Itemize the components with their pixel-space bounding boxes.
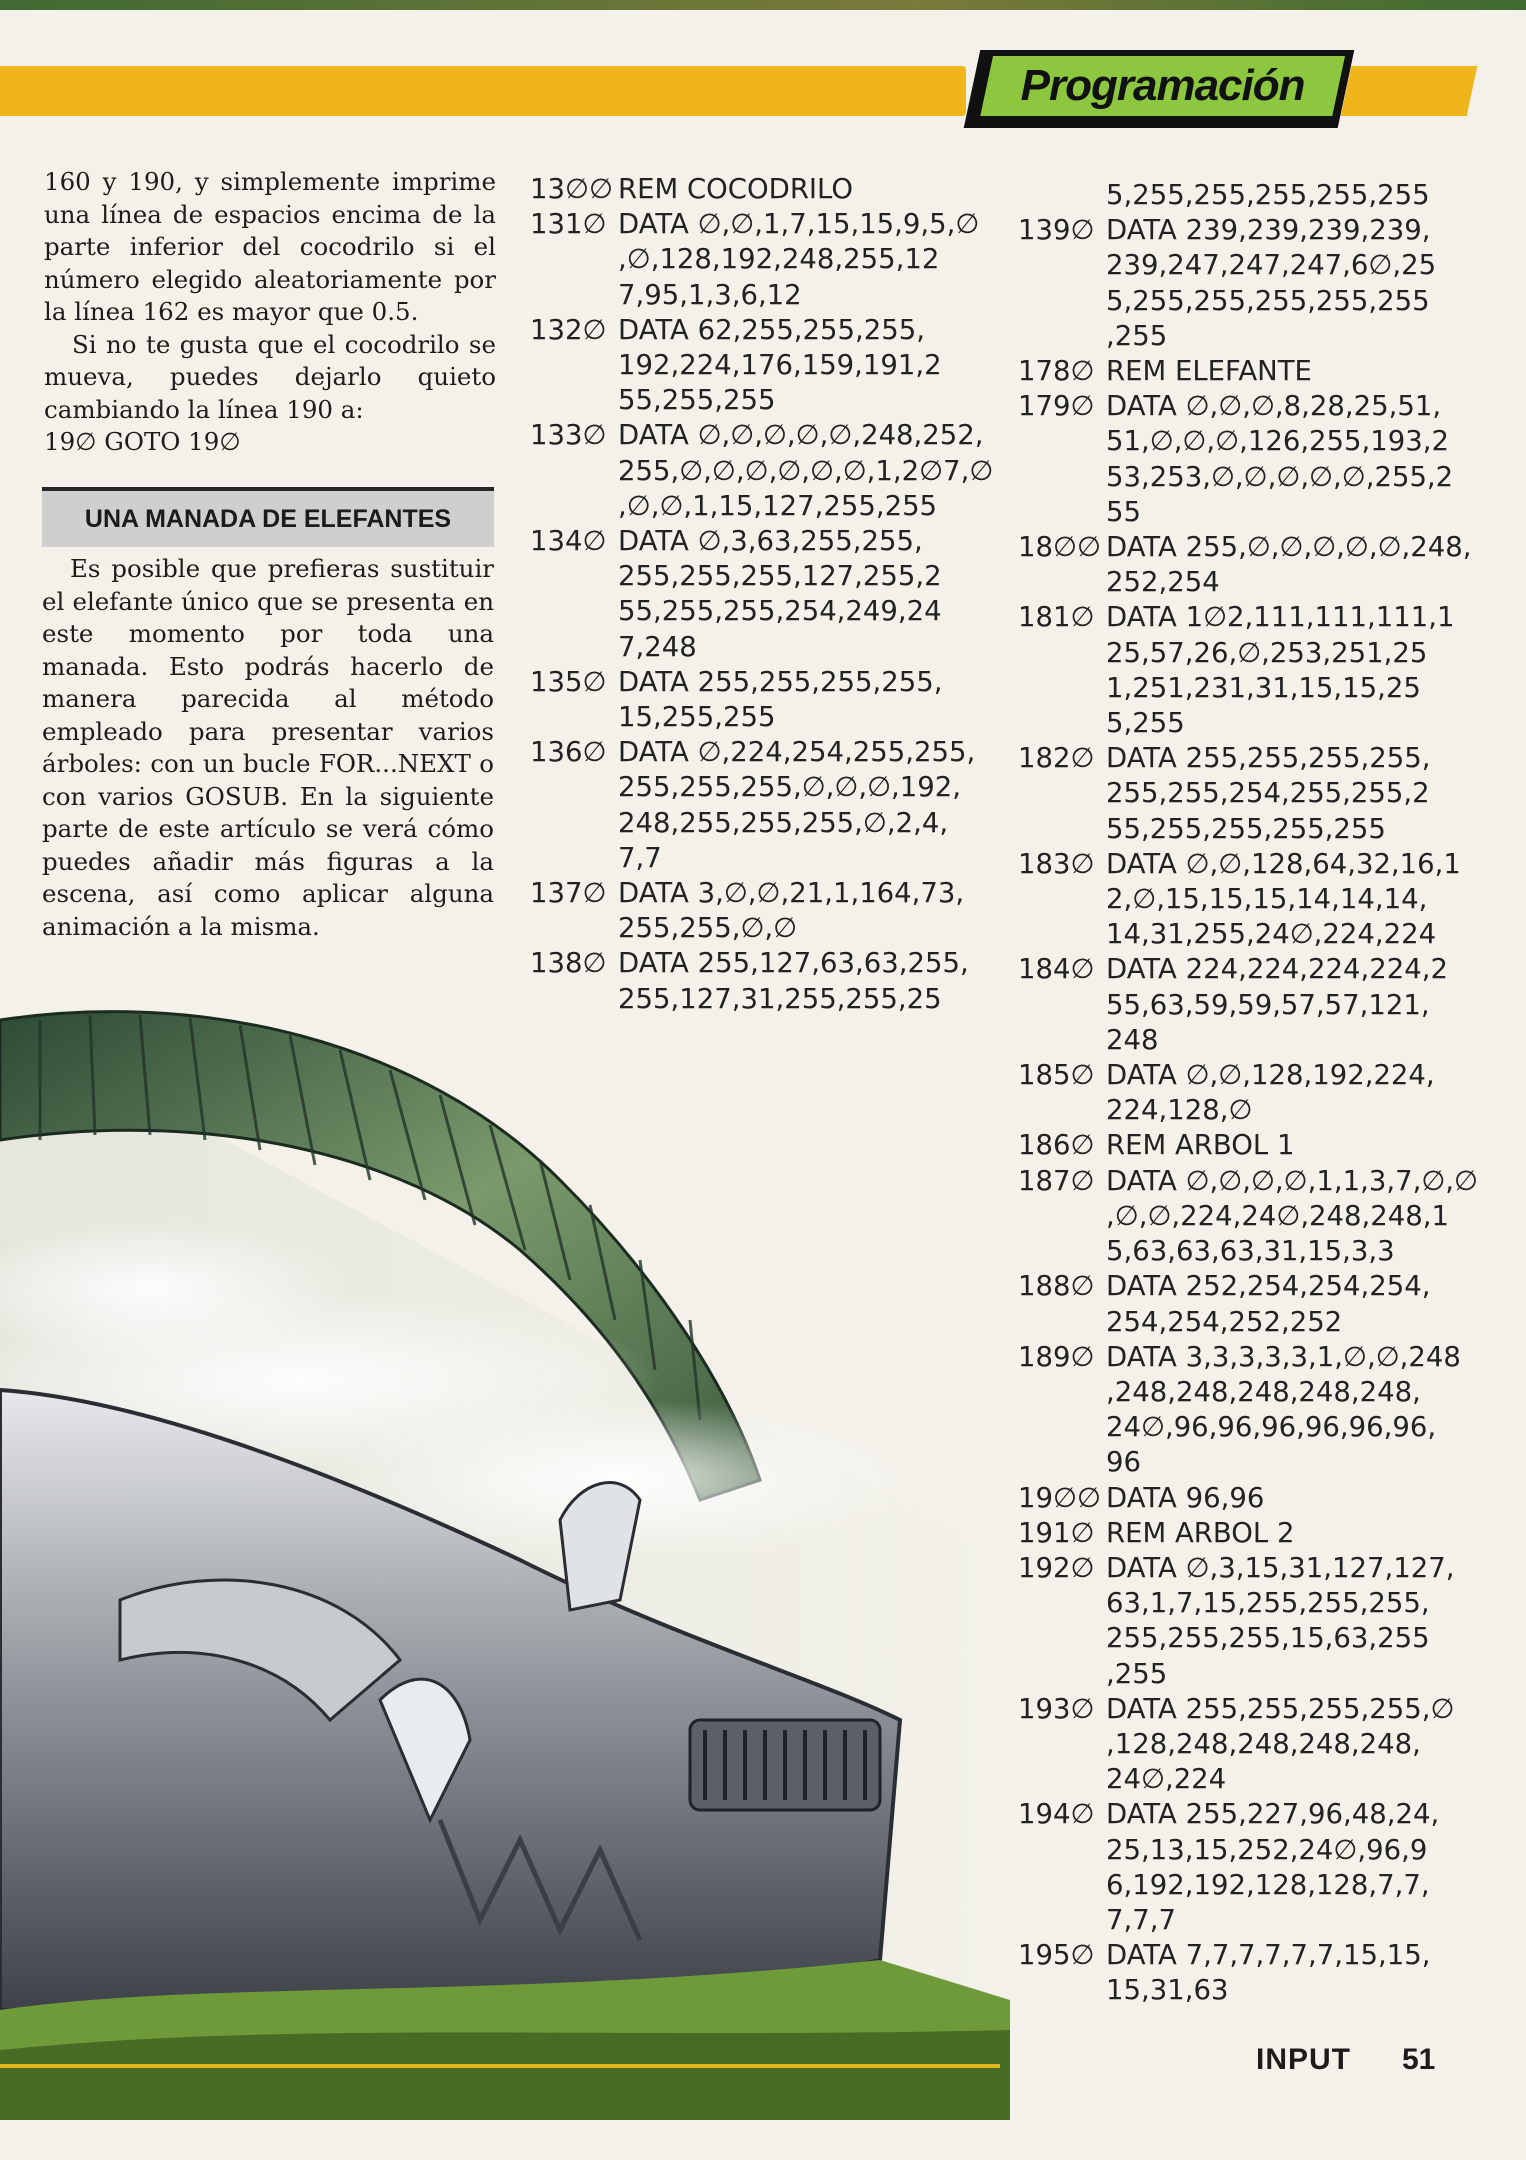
code-line [1018, 389, 1478, 424]
code-statement: 55,255,255,255,255 [1106, 812, 1386, 845]
code-line [1018, 1762, 1478, 1797]
line-number [530, 630, 618, 665]
code-line [1018, 530, 1478, 565]
line-number [530, 348, 618, 383]
line-number [1018, 1199, 1106, 1234]
line-number: 133∅ [530, 419, 607, 452]
code-line [1018, 741, 1478, 776]
code-statement: 255,255,255,∅,∅,∅,192, [618, 771, 962, 804]
code-line [530, 841, 993, 876]
code-line [1018, 1445, 1478, 1480]
header-stripe-right [1341, 66, 1478, 116]
line-number [1018, 1375, 1106, 1410]
line-number [530, 841, 618, 876]
line-number: 178∅ [1018, 355, 1095, 388]
code-statement: DATA ∅,∅,∅,∅,∅,248,252, [618, 419, 984, 452]
code-statement: 15,31,63 [1106, 1974, 1229, 2007]
line-number [530, 278, 618, 313]
code-statement: 55,63,59,59,57,57,121, [1106, 988, 1430, 1021]
code-statement: DATA 252,254,254,254, [1106, 1270, 1431, 1303]
code-statement: DATA 255,255,255,255, [1106, 742, 1431, 775]
code-statement: ,255 [1106, 1657, 1168, 1690]
code-statement: 239,247,247,247,6∅,25 [1106, 249, 1437, 282]
code-statement: 248,255,255,255,∅,2,4, [618, 806, 949, 839]
code-statement: DATA 239,239,239,239, [1106, 214, 1431, 247]
code-statement: 5,255,255,255,255,255 [1106, 179, 1430, 211]
code-statement: 15,255,255 [618, 701, 776, 734]
code-line [1018, 1199, 1478, 1234]
code-line [530, 735, 993, 770]
page-number: 51 [1402, 2043, 1436, 2076]
code-statement: DATA 255,255,255,255,∅ [1106, 1692, 1455, 1725]
line-number: 136∅ [530, 736, 607, 769]
code-line [530, 172, 993, 207]
line-number: 139∅ [1018, 214, 1095, 247]
code-statement: 7,248 [618, 630, 697, 663]
code-statement: 6,192,192,128,128,7,7, [1106, 1868, 1430, 1901]
code-statement: 96 [1106, 1446, 1141, 1479]
code-line [530, 383, 993, 418]
code-statement: 255,127,31,255,255,25 [618, 982, 942, 1015]
header-stripe-left [0, 66, 966, 116]
line-number: 183∅ [1018, 847, 1095, 880]
code-statement: 55,255,255 [618, 384, 776, 417]
code-line [1018, 1903, 1478, 1938]
line-number [1018, 917, 1106, 952]
code-statement: 255,255,255,15,63,255 [1106, 1622, 1430, 1655]
line-number: 135∅ [530, 665, 607, 698]
code-statement: 14,31,255,24∅,224,224 [1106, 918, 1437, 951]
line-number [1018, 424, 1106, 459]
page-top-edge [0, 0, 1526, 10]
code-statement: 192,224,176,159,191,2 [618, 349, 942, 382]
code-line [530, 207, 993, 242]
code-listing-column-1 [530, 172, 993, 1017]
code-line [530, 559, 993, 594]
code-line [1018, 671, 1478, 706]
code-line [1018, 917, 1478, 952]
line-number [530, 806, 618, 841]
code-statement: REM COCODRILO [618, 173, 854, 205]
line-number [1018, 1093, 1106, 1128]
code-statement: 55,255,255,254,249,24 [618, 595, 942, 628]
line-number [1018, 1833, 1106, 1868]
code-listing-column-2 [1018, 178, 1478, 2009]
line-number [1018, 1657, 1106, 1692]
code-statement: DATA 255,127,63,63,255, [618, 947, 969, 980]
paragraph-2: Si no te gusta que el cocodrilo se mueva, puedes dejarlo quieto cambiando la línea 190 a: [44, 329, 496, 424]
code-statement: DATA ∅,∅,1,7,15,15,9,5,∅ [618, 208, 980, 241]
line-number: 186∅ [1018, 1129, 1095, 1162]
herd-text [42, 553, 494, 943]
code-line [1018, 284, 1478, 319]
code-statement: ,∅,∅,1,15,127,255,255 [618, 489, 938, 522]
code-statement: ,128,248,248,248,248, [1106, 1727, 1421, 1760]
code-line [1018, 600, 1478, 635]
line-number [1018, 1727, 1106, 1762]
line-number [1018, 1621, 1106, 1656]
footer-brand: INPUT [1256, 2043, 1351, 2076]
code-statement: DATA ∅,∅,∅,8,28,25,51, [1106, 390, 1442, 423]
code-line [1018, 565, 1478, 600]
code-line [530, 489, 993, 524]
line-number: 193∅ [1018, 1692, 1095, 1725]
code-statement: 25,13,15,252,24∅,96,9 [1106, 1833, 1428, 1866]
code-statement: DATA ∅,3,15,31,127,127, [1106, 1551, 1455, 1584]
line-number [1018, 671, 1106, 706]
code-line [1018, 636, 1478, 671]
code-statement: 5,63,63,63,31,15,3,3 [1106, 1235, 1395, 1268]
crocodile-illustration [0, 960, 1010, 2120]
line-number: 192∅ [1018, 1551, 1095, 1584]
code-line [1018, 1410, 1478, 1445]
code-statement: DATA 255,255,255,255, [618, 665, 943, 698]
line-number [1018, 706, 1106, 741]
code-statement: 53,253,∅,∅,∅,∅,∅,255,2 [1106, 460, 1454, 493]
code-statement: 255,255,∅,∅ [618, 912, 798, 945]
line-number [530, 383, 618, 418]
code-statement: REM ARBOL 2 [1106, 1516, 1295, 1549]
line-number [1018, 636, 1106, 671]
code-line [1018, 1692, 1478, 1727]
code-statement: 2,∅,15,15,15,14,14,14, [1106, 883, 1428, 916]
line-number [1018, 1973, 1106, 2008]
line-number [530, 454, 618, 489]
code-statement: ,248,248,248,248,248, [1106, 1375, 1421, 1408]
code-line [1018, 1938, 1478, 1973]
line-number: 185∅ [1018, 1059, 1095, 1092]
code-line [1018, 424, 1478, 459]
line-number [1018, 1868, 1106, 1903]
line-number: 13∅∅ [530, 173, 613, 205]
code-line [530, 911, 993, 946]
code-line [1018, 1516, 1478, 1551]
code-line [1018, 460, 1478, 495]
code-line [530, 700, 993, 735]
code-line [1018, 1727, 1478, 1762]
line-number: 18∅∅ [1018, 531, 1101, 564]
code-line [1018, 248, 1478, 283]
code-statement: 63,1,7,15,255,255,255, [1106, 1587, 1430, 1620]
code-line [1018, 952, 1478, 987]
line-number [530, 594, 618, 629]
code-line [1018, 1868, 1478, 1903]
line-number: 134∅ [530, 525, 607, 558]
code-statement: DATA ∅,∅,128,192,224, [1106, 1059, 1435, 1092]
line-number: 195∅ [1018, 1939, 1095, 1972]
line-number [1018, 1234, 1106, 1269]
line-number [1018, 1586, 1106, 1621]
code-line [530, 594, 993, 629]
code-line [1018, 1164, 1478, 1199]
code-line [530, 665, 993, 700]
code-line [1018, 1340, 1478, 1375]
code-statement: DATA 3,∅,∅,21,1,164,73, [618, 877, 965, 910]
code-line [1018, 319, 1478, 354]
code-statement: 255,255,254,255,255,2 [1106, 777, 1430, 810]
line-number [1018, 1762, 1106, 1797]
line-number: 132∅ [530, 313, 607, 346]
line-number: 131∅ [530, 208, 607, 241]
line-number [1018, 248, 1106, 283]
code-line [530, 242, 993, 277]
code-line [1018, 1797, 1478, 1832]
line-number: 184∅ [1018, 953, 1095, 986]
code-line [1018, 812, 1478, 847]
code-statement: 55 [1106, 495, 1141, 528]
line-number: 179∅ [1018, 390, 1095, 423]
code-line [530, 278, 993, 313]
code-statement: 5,255,255,255,255,255 [1106, 284, 1430, 317]
code-statement: 248 [1106, 1023, 1159, 1056]
code-line [1018, 882, 1478, 917]
code-statement: 51,∅,∅,∅,126,255,193,2 [1106, 425, 1450, 458]
line-number [1018, 319, 1106, 354]
code-line [530, 348, 993, 383]
code-line [1018, 354, 1478, 389]
code-line [1018, 1058, 1478, 1093]
code-statement: ,∅,∅,224,24∅,248,248,1 [1106, 1199, 1450, 1232]
code-statement: 254,254,252,252 [1106, 1305, 1343, 1338]
code-statement: DATA 62,255,255,255, [618, 313, 926, 346]
line-number [1018, 1305, 1106, 1340]
code-statement: 255,∅,∅,∅,∅,∅,∅,1,2∅7,∅ [618, 454, 994, 487]
code-line [1018, 1128, 1478, 1163]
line-number [530, 559, 618, 594]
code-line [1018, 847, 1478, 882]
line-number [530, 242, 618, 277]
code-line [530, 806, 993, 841]
code-line [1018, 1375, 1478, 1410]
line-number [530, 489, 618, 524]
code-line [1018, 213, 1478, 248]
line-number [1018, 565, 1106, 600]
line-number [530, 700, 618, 735]
code-line [1018, 178, 1478, 213]
code-statement: 252,254 [1106, 566, 1220, 599]
code-statement: REM ARBOL 1 [1106, 1129, 1295, 1162]
code-statement: 5,255 [1106, 707, 1185, 740]
code-statement: DATA 3,3,3,3,3,1,∅,∅,248 [1106, 1340, 1461, 1373]
code-line [530, 630, 993, 665]
line-number: 19∅∅ [1018, 1481, 1101, 1514]
line-number: 194∅ [1018, 1798, 1095, 1831]
code-statement: DATA 1∅2,111,111,111,1 [1106, 601, 1455, 634]
line-number [1018, 1023, 1106, 1058]
code-statement: DATA 96,96 [1106, 1481, 1265, 1514]
code-statement: ,∅,128,192,248,255,12 [618, 243, 940, 276]
line-number [1018, 495, 1106, 530]
line-number [1018, 812, 1106, 847]
code-line [1018, 706, 1478, 741]
code-statement: DATA 7,7,7,7,7,7,15,15, [1106, 1939, 1431, 1972]
section-heading: UNA MANADA DE ELEFANTES [42, 487, 494, 547]
code-line [1018, 1551, 1478, 1586]
code-statement: 255,255,255,127,255,2 [618, 560, 942, 593]
code-line [1018, 1234, 1478, 1269]
line-number [1018, 178, 1106, 213]
intro-text [44, 166, 496, 459]
code-statement: DATA ∅,3,63,255,255, [618, 525, 923, 558]
line-number: 138∅ [530, 947, 607, 980]
goto-line: 19∅ GOTO 19∅ [44, 427, 241, 456]
code-line [530, 418, 993, 453]
code-line [1018, 495, 1478, 530]
code-line [1018, 1305, 1478, 1340]
code-line [1018, 776, 1478, 811]
code-statement: DATA ∅,224,254,255,255, [618, 736, 976, 769]
code-line [1018, 1833, 1478, 1868]
code-line [1018, 1093, 1478, 1128]
code-line [530, 524, 993, 559]
code-line [1018, 1621, 1478, 1656]
code-line [1018, 1481, 1478, 1516]
line-number: 191∅ [1018, 1516, 1095, 1549]
section-badge [964, 50, 1355, 128]
code-statement: DATA ∅,∅,∅,∅,1,1,3,7,∅,∅ [1106, 1164, 1478, 1197]
line-number: 188∅ [1018, 1270, 1095, 1303]
line-number: 137∅ [530, 877, 607, 910]
paragraph-1: 160 y 190, y simplemente imprime una línea de espacios encima de la parte inferior del cocodrilo si el número elegido aleatoriamente por la línea 162 es mayor que 0.5. [44, 167, 496, 326]
code-line [1018, 1269, 1478, 1304]
line-number [1018, 1410, 1106, 1445]
code-line [530, 770, 993, 805]
code-statement: 7,7 [618, 841, 662, 874]
code-statement: 7,7,7 [1106, 1903, 1176, 1936]
code-line [1018, 1586, 1478, 1621]
code-statement: REM ELEFANTE [1106, 355, 1312, 388]
code-statement: DATA 224,224,224,224,2 [1106, 953, 1449, 986]
line-number: 182∅ [1018, 742, 1095, 775]
code-statement: 1,251,231,31,15,15,25 [1106, 671, 1421, 704]
line-number: 181∅ [1018, 601, 1095, 634]
line-number: 189∅ [1018, 1340, 1095, 1373]
line-number [530, 911, 618, 946]
paragraph-3: Es posible que prefieras sustituir el elefante único que se presenta en este momento por toda una manada. Esto podrás hacerlo de manera parecida al método empleado para presentar varios árboles: con un bucle FOR...NEXT o con varios GOSUB. En la siguiente parte de este artículo se verá cómo puedes añadir más figuras a la escena, así como aplicar alguna animación a la misma. [42, 554, 494, 941]
line-number [1018, 776, 1106, 811]
code-statement: 24∅,96,96,96,96,96,96, [1106, 1411, 1437, 1444]
line-number [1018, 1903, 1106, 1938]
code-statement: DATA ∅,∅,128,64,32,16,1 [1106, 847, 1461, 880]
section-badge-inner [980, 56, 1345, 116]
code-line [1018, 1657, 1478, 1692]
line-number [1018, 284, 1106, 319]
code-line [530, 313, 993, 348]
code-statement: ,255 [1106, 319, 1168, 352]
code-statement: 24∅,224 [1106, 1763, 1227, 1796]
line-number [1018, 988, 1106, 1023]
code-statement: 7,95,1,3,6,12 [618, 278, 802, 311]
line-number [1018, 882, 1106, 917]
code-line [1018, 988, 1478, 1023]
line-number [1018, 460, 1106, 495]
line-number [1018, 1445, 1106, 1480]
code-line [1018, 1973, 1478, 2008]
line-number: 187∅ [1018, 1164, 1095, 1197]
code-line [530, 876, 993, 911]
code-statement: 224,128,∅ [1106, 1094, 1253, 1127]
code-statement: DATA 255,227,96,48,24, [1106, 1798, 1440, 1831]
code-statement: 25,57,26,∅,253,251,25 [1106, 636, 1428, 669]
line-number [530, 770, 618, 805]
code-line [1018, 1023, 1478, 1058]
code-statement: DATA 255,∅,∅,∅,∅,∅,248, [1106, 531, 1472, 564]
section-title: Programación [1020, 61, 1305, 110]
code-line [530, 454, 993, 489]
